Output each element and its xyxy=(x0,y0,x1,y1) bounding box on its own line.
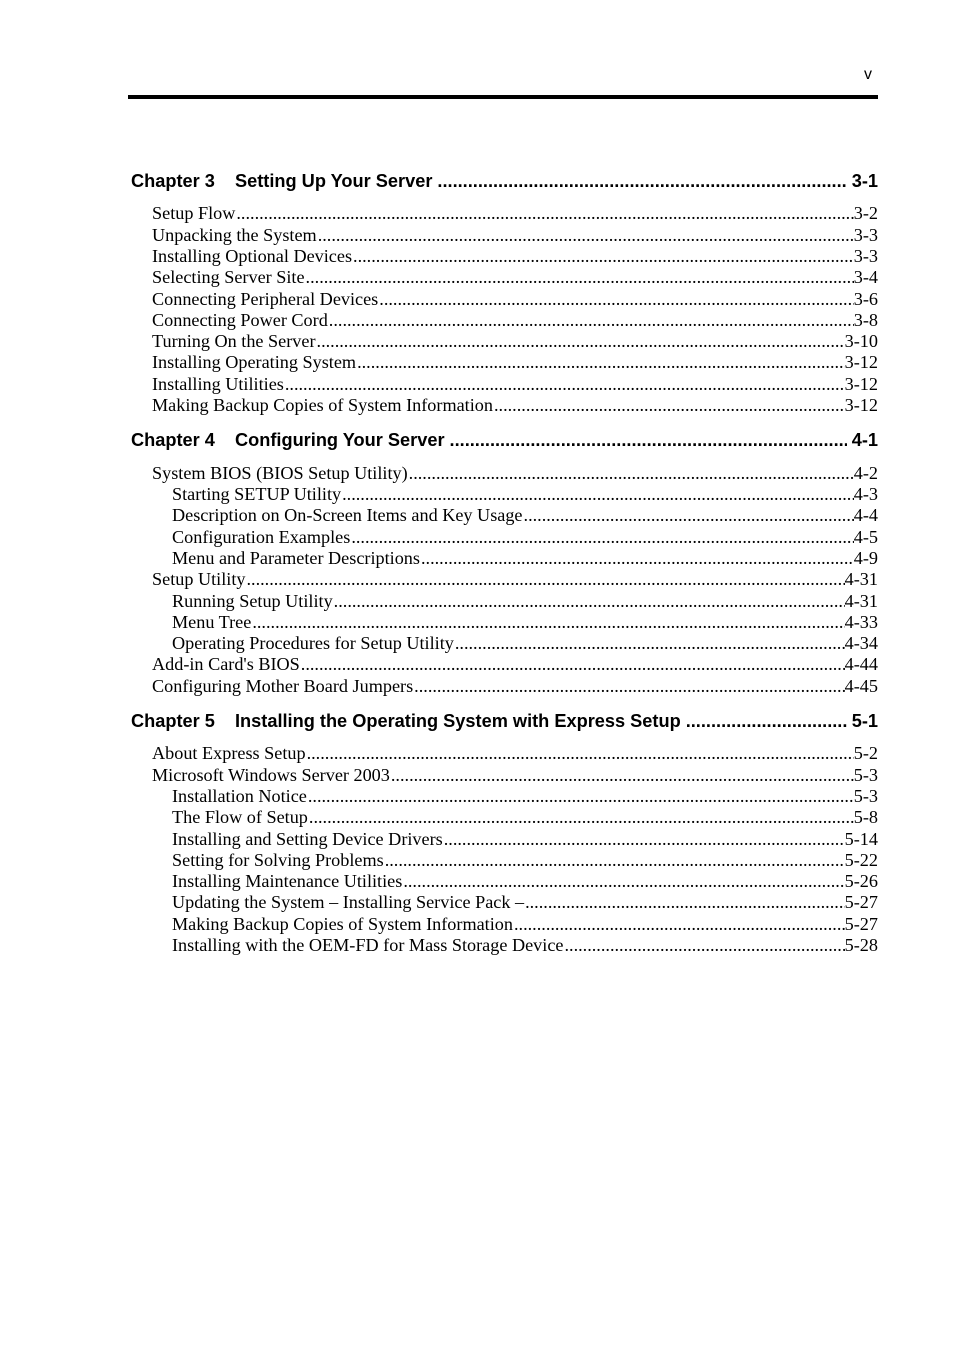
toc-entry-title: Configuring Mother Board Jumpers xyxy=(152,675,414,696)
toc-subentry-title: Configuration Examples xyxy=(172,526,351,547)
toc-entry-title: Turning On the Server xyxy=(152,331,316,352)
toc-subentry xyxy=(172,935,878,956)
dot-leader xyxy=(318,225,854,246)
chapter-page: 4-1 xyxy=(851,430,878,451)
toc-entry xyxy=(152,310,878,331)
toc-entry-title: Selecting Server Site xyxy=(152,267,305,288)
dot-leader xyxy=(409,463,854,484)
toc-entry xyxy=(152,331,878,352)
dot-leader xyxy=(391,765,854,786)
dot-leader xyxy=(351,527,853,548)
toc-entry-title: Connecting Power Cord xyxy=(152,309,328,330)
toc-entry xyxy=(152,267,878,288)
dot-leader xyxy=(494,395,845,416)
dot-leader xyxy=(285,374,845,395)
toc-entry xyxy=(152,203,878,224)
dot-leader xyxy=(342,484,854,505)
chapter-title: Setting Up Your Server xyxy=(235,171,433,191)
dot-leader xyxy=(514,914,845,935)
toc-entry-page: 3-3 xyxy=(853,245,878,266)
chapter-label: Chapter 4 xyxy=(131,430,215,451)
toc-entry-title: Installing Utilities xyxy=(152,373,284,394)
toc-subentry-title: Installing Maintenance Utilities xyxy=(172,871,403,892)
toc-subentry-page: 4-33 xyxy=(844,611,878,632)
toc-entry xyxy=(152,765,878,786)
toc-subentry-title: Description on On-Screen Items and Key Usage xyxy=(172,505,523,526)
toc-entry-title: Installing Optional Devices xyxy=(152,245,353,266)
toc-subentry xyxy=(172,786,878,807)
dot-leader xyxy=(421,548,854,569)
toc-entry-title: Add-in Card's BIOS xyxy=(152,654,300,675)
toc-subentry-title: Menu Tree xyxy=(172,611,252,632)
chapter-section xyxy=(0,711,954,956)
toc-entry-title: Unpacking the System xyxy=(152,224,317,245)
header-rule xyxy=(128,95,878,99)
toc-entry xyxy=(152,289,878,310)
toc-subentry-title: Setting for Solving Problems xyxy=(172,849,384,870)
toc-subentry xyxy=(172,484,878,505)
toc-subentry xyxy=(172,871,878,892)
toc-entry-page: 3-8 xyxy=(853,309,878,330)
toc-subentry xyxy=(172,807,878,828)
toc-entry-title: Setup Flow xyxy=(152,203,236,224)
toc-subentry-title: Installing and Setting Device Drivers xyxy=(172,828,443,849)
toc-subentry-page: 5-8 xyxy=(853,807,878,828)
toc-entry-title: Connecting Peripheral Devices xyxy=(152,288,379,309)
toc-subentry-page: 5-27 xyxy=(844,892,878,913)
toc-subentry-title: Starting SETUP Utility xyxy=(172,484,342,505)
toc-entry xyxy=(152,463,878,484)
toc-entry-title: Setup Utility xyxy=(152,569,246,590)
dot-leader xyxy=(246,569,844,590)
toc-subentry xyxy=(172,548,878,569)
toc-entry-page: 3-2 xyxy=(853,203,878,224)
dot-leader xyxy=(334,591,845,612)
chapter-heading xyxy=(131,171,878,193)
toc-entry-page: 5-2 xyxy=(853,743,878,764)
toc-subentry-page: 5-14 xyxy=(844,828,878,849)
toc-subentry-title: Installing with the OEM-FD for Mass Storage Device xyxy=(172,935,564,956)
dot-leader xyxy=(450,430,847,452)
toc-entry-title: System BIOS (BIOS Setup Utility) xyxy=(152,462,408,483)
toc-entry-page: 3-12 xyxy=(844,395,878,416)
toc-subentry-title: Making Backup Copies of System Information xyxy=(172,913,513,934)
toc-entry-page: 4-31 xyxy=(844,569,878,590)
dot-leader xyxy=(301,654,845,675)
toc-entry-title: Installing Operating System xyxy=(152,352,357,373)
toc-entry xyxy=(152,352,878,373)
dot-leader xyxy=(564,935,844,956)
dot-leader xyxy=(252,612,844,633)
dot-leader xyxy=(329,310,854,331)
chapter-label: Chapter 5 xyxy=(131,711,215,732)
toc-entry-page: 3-6 xyxy=(853,288,878,309)
toc-subentry-page: 4-5 xyxy=(853,526,878,547)
toc-subentry xyxy=(172,633,878,654)
toc-entry-title: About Express Setup xyxy=(152,743,306,764)
dot-leader xyxy=(306,267,854,288)
dot-leader xyxy=(317,331,845,352)
toc-subentry-page: 4-31 xyxy=(844,590,878,611)
dot-leader xyxy=(385,850,845,871)
entry-list xyxy=(0,743,954,956)
toc-subentry-title: Running Setup Utility xyxy=(172,590,333,611)
entry-list xyxy=(0,463,954,697)
dot-leader xyxy=(444,829,845,850)
dot-leader xyxy=(414,676,844,697)
toc-subentry-title: Operating Procedures for Setup Utility xyxy=(172,633,454,654)
toc-subentry xyxy=(172,892,878,913)
toc-entry-page: 5-3 xyxy=(853,764,878,785)
toc-entry xyxy=(152,395,878,416)
chapter-heading xyxy=(131,430,878,452)
dot-leader xyxy=(524,505,854,526)
dot-leader xyxy=(308,786,854,807)
dot-leader xyxy=(379,289,853,310)
toc-subentry-title: Menu and Parameter Descriptions xyxy=(172,547,420,568)
chapter-page: 5-1 xyxy=(851,711,878,732)
entry-list xyxy=(0,203,954,416)
toc-subentry-page: 5-3 xyxy=(853,786,878,806)
chapter-label: Chapter 3 xyxy=(131,171,215,191)
dot-leader xyxy=(357,352,845,373)
chapter-title: Installing the Operating System with Express Setup xyxy=(235,711,681,732)
toc-entry-page: 4-2 xyxy=(853,462,878,483)
toc-subentry-page: 5-28 xyxy=(844,935,878,956)
toc-subentry xyxy=(172,612,878,633)
toc-subentry xyxy=(172,850,878,871)
toc-subentry xyxy=(172,829,878,850)
dot-leader xyxy=(437,171,846,193)
toc-subentry-page: 4-34 xyxy=(844,633,878,654)
toc-subentry-page: 4-4 xyxy=(853,505,878,526)
toc-entry xyxy=(152,225,878,246)
toc-subentry-title: The Flow of Setup xyxy=(172,807,308,828)
page-number: v xyxy=(864,66,872,83)
toc-subentry-page: 5-27 xyxy=(844,913,878,934)
toc-subentry xyxy=(172,505,878,526)
dot-leader xyxy=(307,743,854,764)
chapter-heading xyxy=(131,711,878,733)
dot-leader xyxy=(525,892,845,913)
dot-leader xyxy=(309,807,854,828)
toc-subentry-title: Updating the System – Installing Service Pack – xyxy=(172,892,525,913)
dot-leader xyxy=(236,203,853,224)
toc-entry-page: 4-44 xyxy=(844,654,878,675)
toc-entry xyxy=(152,654,878,675)
toc-entry xyxy=(152,374,878,395)
toc-entry-page: 3-3 xyxy=(853,224,878,245)
toc-subentry xyxy=(172,527,878,548)
toc-entry-page: 3-4 xyxy=(853,267,878,288)
dot-leader xyxy=(353,246,854,267)
toc-entry xyxy=(152,743,878,764)
dot-leader xyxy=(686,711,847,733)
toc-entry-page: 3-12 xyxy=(844,352,878,373)
toc-entry-page: 3-12 xyxy=(844,373,878,394)
toc-entry-title: Microsoft Windows Server 2003 xyxy=(152,764,390,785)
dot-leader xyxy=(403,871,844,892)
toc-subentry-page: 5-26 xyxy=(844,871,878,892)
chapter-page: 3-1 xyxy=(851,171,878,191)
toc-subentry xyxy=(172,914,878,935)
toc-entry xyxy=(152,246,878,267)
chapter-section xyxy=(0,171,954,416)
toc-subentry-title: Installation Notice xyxy=(172,786,307,806)
toc-subentry-page: 4-3 xyxy=(853,484,878,505)
table-of-contents xyxy=(0,171,954,956)
toc-entry-page: 4-45 xyxy=(844,675,878,696)
dot-leader xyxy=(455,633,845,654)
chapter-section xyxy=(0,430,954,697)
chapter-title: Configuring Your Server xyxy=(235,430,445,451)
toc-entry xyxy=(152,569,878,590)
toc-subentry xyxy=(172,591,878,612)
toc-entry-page: 3-10 xyxy=(844,331,878,352)
toc-entry xyxy=(152,676,878,697)
toc-entry-title: Making Backup Copies of System Information xyxy=(152,395,493,416)
toc-subentry-page: 4-9 xyxy=(853,547,878,568)
toc-subentry-page: 5-22 xyxy=(844,849,878,870)
